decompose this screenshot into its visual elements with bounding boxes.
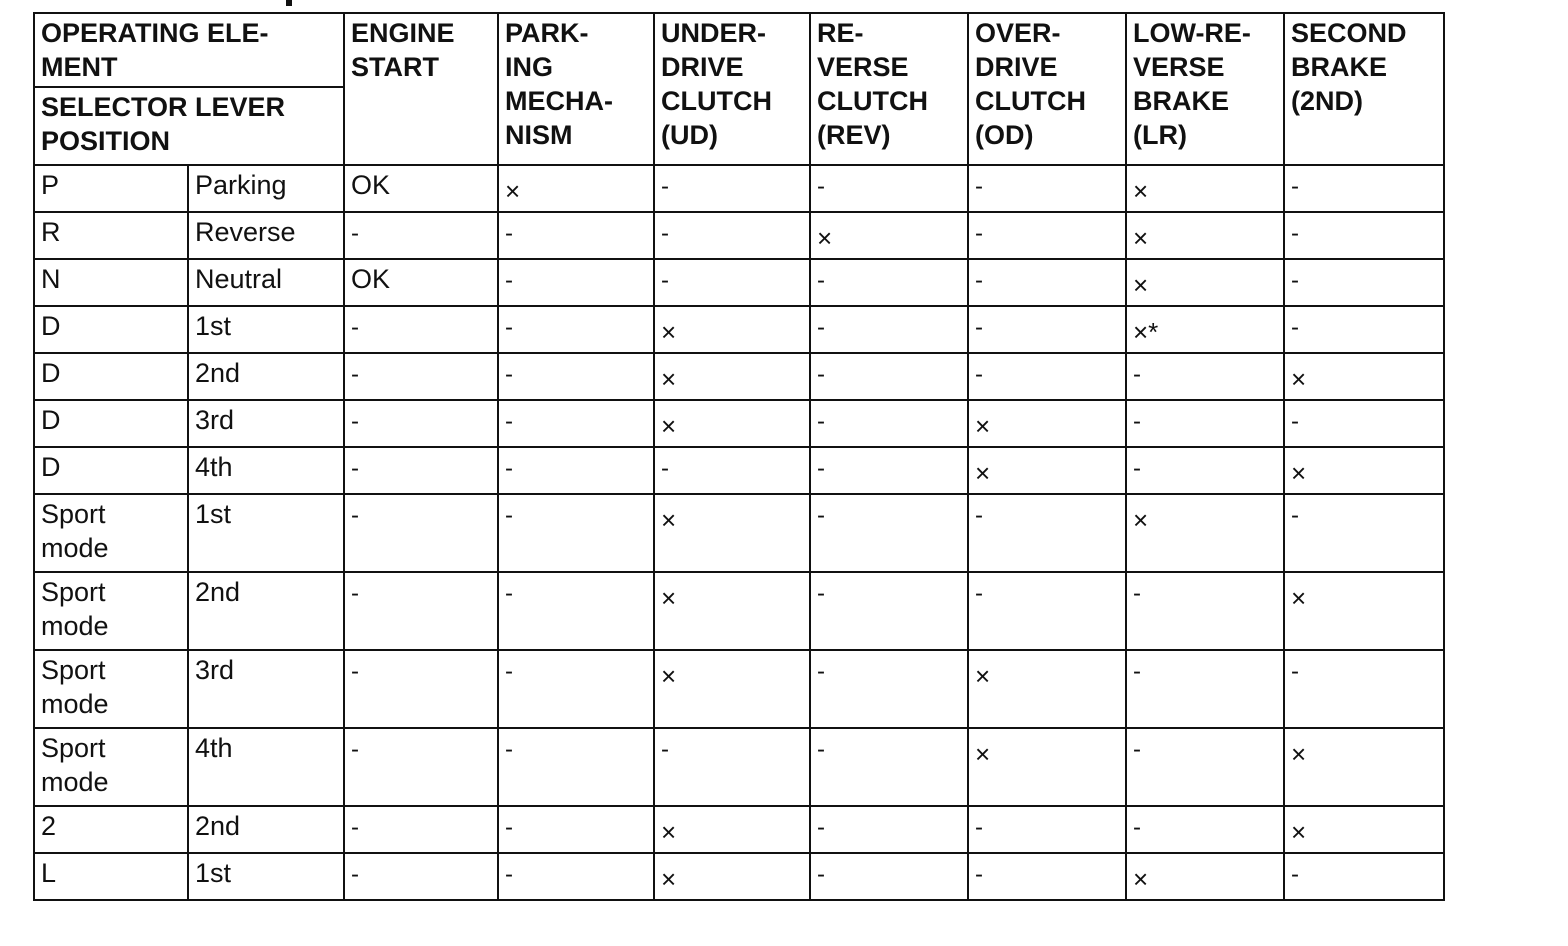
- table-row: [34, 400, 1444, 447]
- underdrive-clutch-cell: [654, 853, 810, 900]
- gear-cell: 3rd: [188, 400, 344, 447]
- cell-value: ×: [1133, 864, 1149, 894]
- engine-start-cell: [344, 806, 498, 853]
- cell-value: ×: [1133, 176, 1149, 206]
- second-brake-cell: [1284, 165, 1444, 212]
- second-brake-cell: [1284, 353, 1444, 400]
- parking-mechanism-cell: [498, 165, 654, 212]
- reverse-clutch-cell: [810, 447, 968, 494]
- selector-position-cell: 2: [34, 806, 188, 853]
- engine-start-cell: [344, 728, 498, 806]
- cell-value: OK: [351, 170, 391, 200]
- gear-cell: 2nd: [188, 806, 344, 853]
- overdrive-clutch-cell: [968, 806, 1126, 853]
- cell-value: ×: [817, 223, 833, 253]
- cell-value: -: [505, 658, 513, 685]
- parking-mechanism-cell: [498, 212, 654, 259]
- engine-start-cell: [344, 353, 498, 400]
- second-brake-cell: [1284, 212, 1444, 259]
- parking-mechanism-cell: [498, 806, 654, 853]
- overdrive-clutch-cell: [968, 353, 1126, 400]
- engine-start-cell: [344, 650, 498, 728]
- cell-value: -: [975, 361, 983, 388]
- cell-value: ×: [661, 505, 677, 535]
- cell-value: -: [1291, 267, 1299, 294]
- cell-value: -: [505, 267, 513, 294]
- cell-value: -: [505, 502, 513, 529]
- reverse-clutch-header: RE- VERSE CLUTCH (REV): [810, 13, 968, 165]
- cell-value: ×: [1291, 458, 1307, 488]
- gear-cell: 1st: [188, 306, 344, 353]
- cell-value: -: [1291, 314, 1299, 341]
- cell-value: -: [975, 580, 983, 607]
- underdrive-clutch-cell: [654, 447, 810, 494]
- second-brake-cell: [1284, 306, 1444, 353]
- overdrive-clutch-cell: [968, 400, 1126, 447]
- parking-mechanism-cell: [498, 650, 654, 728]
- reverse-clutch-cell: [810, 212, 968, 259]
- reverse-clutch-cell: [810, 353, 968, 400]
- cell-value: ×: [505, 176, 521, 206]
- engine-start-cell: [344, 400, 498, 447]
- selector-position-cell: Sport mode: [34, 728, 188, 806]
- second-brake-header: SECOND BRAKE (2ND): [1284, 13, 1444, 165]
- parking-mechanism-cell: [498, 572, 654, 650]
- engine-start-cell: [344, 306, 498, 353]
- cell-value: -: [661, 173, 669, 200]
- selector-position-cell: N: [34, 259, 188, 306]
- second-brake-cell: [1284, 400, 1444, 447]
- cell-value: -: [1133, 408, 1141, 435]
- cell-value: -: [975, 267, 983, 294]
- selector-position-cell: Sport mode: [34, 572, 188, 650]
- operating-elements-table: [33, 12, 1445, 901]
- cell-value: -: [975, 861, 983, 888]
- engine-start-header: ENGINE START: [344, 13, 498, 165]
- selector-position-cell: D: [34, 306, 188, 353]
- second-brake-cell: [1284, 806, 1444, 853]
- underdrive-clutch-cell: [654, 650, 810, 728]
- cell-value: -: [505, 220, 513, 247]
- gear-cell: Neutral: [188, 259, 344, 306]
- cell-value: ×: [1133, 505, 1149, 535]
- table-row: [34, 212, 1444, 259]
- reverse-clutch-cell: [810, 572, 968, 650]
- cell-value: -: [505, 736, 513, 763]
- selector-position-cell: L: [34, 853, 188, 900]
- cell-value: OK: [351, 264, 391, 294]
- cell-value: -: [1291, 658, 1299, 685]
- reverse-clutch-cell: [810, 494, 968, 572]
- low-reverse-brake-cell: [1126, 650, 1284, 728]
- cell-value: -: [505, 861, 513, 888]
- overdrive-clutch-cell: [968, 494, 1126, 572]
- low-reverse-brake-cell: [1126, 494, 1284, 572]
- table-row: [34, 447, 1444, 494]
- cropped-title-fragment: [0, 0, 420, 6]
- overdrive-clutch-cell: [968, 165, 1126, 212]
- cell-value: -: [351, 455, 359, 482]
- cell-value: ×: [1291, 739, 1307, 769]
- cell-value: -: [1291, 861, 1299, 888]
- second-brake-cell: [1284, 853, 1444, 900]
- cell-value: -: [661, 220, 669, 247]
- table-row: [34, 353, 1444, 400]
- cell-value: -: [975, 314, 983, 341]
- reverse-clutch-cell: [810, 165, 968, 212]
- selector-lever-position-header: SELECTOR LEVER POSITION: [34, 87, 344, 165]
- second-brake-cell: [1284, 572, 1444, 650]
- cell-value: -: [817, 861, 825, 888]
- cell-value: -: [661, 736, 669, 763]
- low-reverse-brake-cell: [1126, 853, 1284, 900]
- operating-element-header: OPERATING ELE- MENT: [34, 13, 344, 87]
- cell-value: ×: [1133, 270, 1149, 300]
- overdrive-clutch-cell: [968, 650, 1126, 728]
- cell-value: -: [661, 267, 669, 294]
- selector-position-cell: D: [34, 353, 188, 400]
- underdrive-clutch-cell: [654, 165, 810, 212]
- low-reverse-brake-cell: [1126, 572, 1284, 650]
- low-reverse-brake-header: LOW-RE- VERSE BRAKE (LR): [1126, 13, 1284, 165]
- underdrive-clutch-cell: [654, 494, 810, 572]
- gear-cell: 2nd: [188, 353, 344, 400]
- cell-value: -: [1133, 814, 1141, 841]
- cell-value: -: [351, 814, 359, 841]
- selector-position-cell: Sport mode: [34, 650, 188, 728]
- overdrive-clutch-cell: [968, 853, 1126, 900]
- gear-cell: 3rd: [188, 650, 344, 728]
- cell-value: -: [351, 361, 359, 388]
- second-brake-cell: [1284, 650, 1444, 728]
- selector-position-cell: Sport mode: [34, 494, 188, 572]
- cell-value: -: [505, 814, 513, 841]
- reverse-clutch-cell: [810, 728, 968, 806]
- reverse-clutch-cell: [810, 650, 968, 728]
- cell-value: -: [975, 814, 983, 841]
- cell-value: ×: [661, 317, 677, 347]
- cell-value: -: [817, 173, 825, 200]
- cell-value: ×: [1291, 364, 1307, 394]
- underdrive-clutch-cell: [654, 212, 810, 259]
- cell-value: -: [817, 455, 825, 482]
- parking-mechanism-cell: [498, 853, 654, 900]
- cell-value: -: [1133, 580, 1141, 607]
- second-brake-cell: [1284, 728, 1444, 806]
- cell-value: -: [1133, 361, 1141, 388]
- cell-value: -: [661, 455, 669, 482]
- parking-mechanism-cell: [498, 353, 654, 400]
- reverse-clutch-cell: [810, 853, 968, 900]
- cell-value: -: [351, 220, 359, 247]
- cell-value: ×: [975, 739, 991, 769]
- cell-value: -: [975, 173, 983, 200]
- cell-value: -: [351, 408, 359, 435]
- overdrive-clutch-header: OVER- DRIVE CLUTCH (OD): [968, 13, 1126, 165]
- cell-value: -: [817, 814, 825, 841]
- cell-value: -: [817, 658, 825, 685]
- engine-start-cell: [344, 572, 498, 650]
- engine-start-cell: [344, 853, 498, 900]
- underdrive-clutch-cell: [654, 400, 810, 447]
- cell-value: -: [505, 361, 513, 388]
- underdrive-clutch-cell: [654, 306, 810, 353]
- cell-value: ×: [1133, 223, 1149, 253]
- cell-value: ×: [1291, 583, 1307, 613]
- parking-mechanism-cell: [498, 494, 654, 572]
- low-reverse-brake-cell: [1126, 165, 1284, 212]
- overdrive-clutch-cell: [968, 212, 1126, 259]
- table-row: [34, 259, 1444, 306]
- gear-cell: 4th: [188, 728, 344, 806]
- overdrive-clutch-cell: [968, 572, 1126, 650]
- engine-start-cell: [344, 494, 498, 572]
- parking-mechanism-cell: [498, 259, 654, 306]
- gear-cell: 1st: [188, 853, 344, 900]
- cell-value: -: [817, 408, 825, 435]
- parking-mechanism-cell: [498, 728, 654, 806]
- cell-value: ×: [975, 458, 991, 488]
- underdrive-clutch-cell: [654, 572, 810, 650]
- second-brake-cell: [1284, 259, 1444, 306]
- second-brake-cell: [1284, 494, 1444, 572]
- selector-position-cell: D: [34, 400, 188, 447]
- cell-value: ×: [975, 411, 991, 441]
- table-row: [34, 853, 1444, 900]
- low-reverse-brake-cell: [1126, 353, 1284, 400]
- table-row: [34, 806, 1444, 853]
- table-header: [34, 13, 1444, 165]
- cell-value: ×: [1291, 817, 1307, 847]
- cell-value: -: [351, 736, 359, 763]
- cell-value: -: [1291, 173, 1299, 200]
- parking-mechanism-header: PARK- ING MECHA- NISM: [498, 13, 654, 165]
- cell-value: -: [817, 314, 825, 341]
- low-reverse-brake-cell: [1126, 447, 1284, 494]
- cell-value: ×: [661, 583, 677, 613]
- underdrive-clutch-cell: [654, 353, 810, 400]
- engine-start-cell: [344, 165, 498, 212]
- selector-position-cell: P: [34, 165, 188, 212]
- cell-value: ×: [661, 364, 677, 394]
- cell-value: -: [351, 580, 359, 607]
- engine-start-cell: [344, 259, 498, 306]
- gear-cell: 2nd: [188, 572, 344, 650]
- table-row: [34, 494, 1444, 572]
- underdrive-clutch-header: UNDER- DRIVE CLUTCH (UD): [654, 13, 810, 165]
- engine-start-cell: [344, 447, 498, 494]
- low-reverse-brake-cell: [1126, 212, 1284, 259]
- cell-value: -: [505, 408, 513, 435]
- cell-value: ×: [661, 411, 677, 441]
- table-row: [34, 650, 1444, 728]
- table-body: [34, 165, 1444, 900]
- cell-value: -: [1291, 408, 1299, 435]
- cell-value: -: [505, 580, 513, 607]
- gear-cell: 4th: [188, 447, 344, 494]
- cell-value: -: [1133, 736, 1141, 763]
- selector-position-cell: D: [34, 447, 188, 494]
- underdrive-clutch-cell: [654, 806, 810, 853]
- cell-value: -: [1133, 455, 1141, 482]
- low-reverse-brake-cell: [1126, 728, 1284, 806]
- cell-value: -: [505, 314, 513, 341]
- table-row: [34, 165, 1444, 212]
- cell-value: -: [1291, 220, 1299, 247]
- underdrive-clutch-cell: [654, 728, 810, 806]
- cell-value: ×: [661, 864, 677, 894]
- reverse-clutch-cell: [810, 806, 968, 853]
- cell-value: -: [351, 658, 359, 685]
- cell-value: -: [817, 580, 825, 607]
- reverse-clutch-cell: [810, 400, 968, 447]
- cell-value: -: [817, 361, 825, 388]
- low-reverse-brake-cell: [1126, 806, 1284, 853]
- reverse-clutch-cell: [810, 306, 968, 353]
- selector-position-cell: R: [34, 212, 188, 259]
- cell-value: -: [1291, 502, 1299, 529]
- cell-value: -: [351, 502, 359, 529]
- second-brake-cell: [1284, 447, 1444, 494]
- parking-mechanism-cell: [498, 447, 654, 494]
- table-row: [34, 572, 1444, 650]
- cell-value: -: [351, 314, 359, 341]
- low-reverse-brake-cell: [1126, 259, 1284, 306]
- table-row: [34, 728, 1444, 806]
- low-reverse-brake-cell: [1126, 400, 1284, 447]
- overdrive-clutch-cell: [968, 306, 1126, 353]
- table-row: [34, 306, 1444, 353]
- cell-value: -: [817, 267, 825, 294]
- overdrive-clutch-cell: [968, 447, 1126, 494]
- parking-mechanism-cell: [498, 400, 654, 447]
- cell-value: -: [817, 736, 825, 763]
- overdrive-clutch-cell: [968, 259, 1126, 306]
- cell-value: -: [817, 502, 825, 529]
- cell-value: -: [505, 455, 513, 482]
- cell-value: -: [1133, 658, 1141, 685]
- engine-start-cell: [344, 212, 498, 259]
- cell-value: ×: [661, 661, 677, 691]
- parking-mechanism-cell: [498, 306, 654, 353]
- underdrive-clutch-cell: [654, 259, 810, 306]
- gear-cell: 1st: [188, 494, 344, 572]
- cell-value: ×: [661, 817, 677, 847]
- overdrive-clutch-cell: [968, 728, 1126, 806]
- cell-value: ×*: [1133, 317, 1159, 347]
- reverse-clutch-cell: [810, 259, 968, 306]
- low-reverse-brake-cell: [1126, 306, 1284, 353]
- cell-value: -: [351, 861, 359, 888]
- cell-value: -: [975, 220, 983, 247]
- gear-cell: Reverse: [188, 212, 344, 259]
- cell-value: -: [975, 502, 983, 529]
- gear-cell: Parking: [188, 165, 344, 212]
- cell-value: ×: [975, 661, 991, 691]
